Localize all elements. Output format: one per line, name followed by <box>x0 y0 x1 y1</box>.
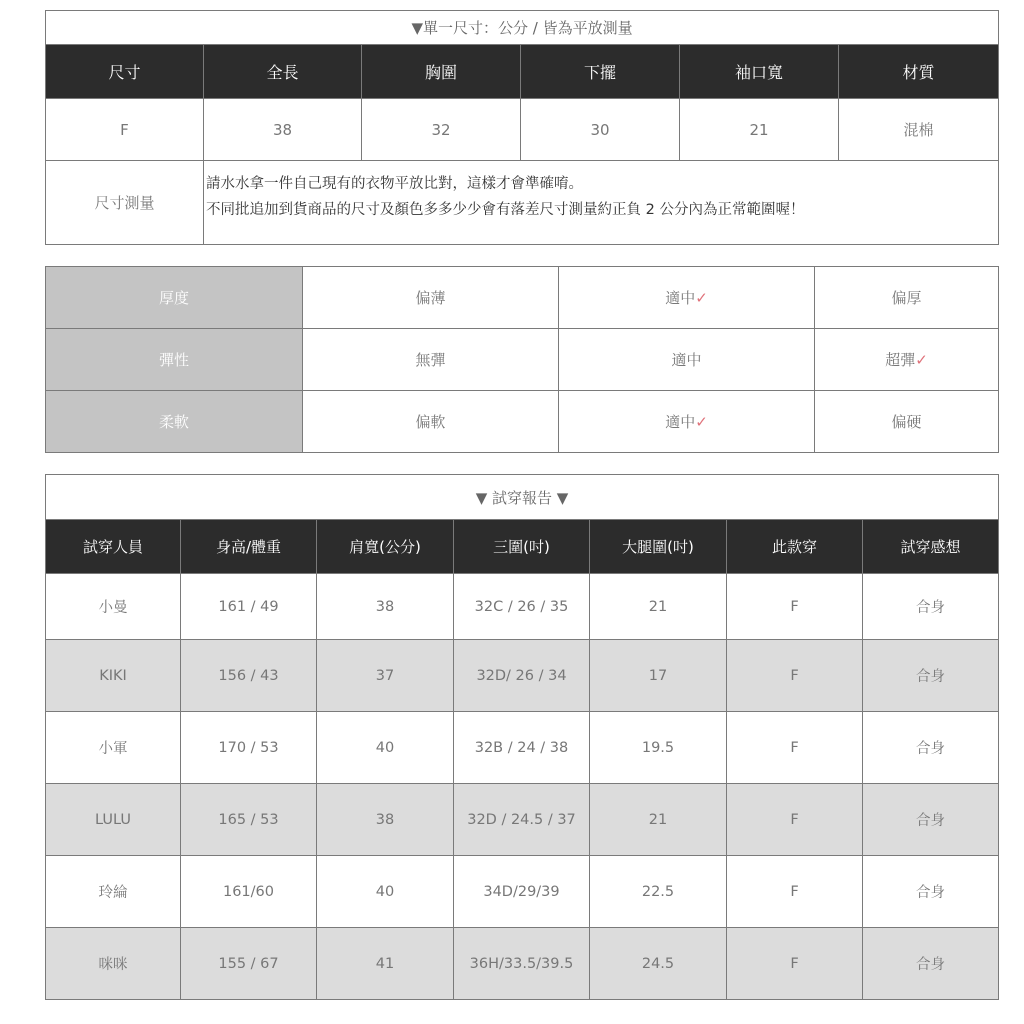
size-header-row <box>46 45 999 99</box>
value-cuff: 21 <box>680 99 839 161</box>
fabric-row-elasticity <box>46 329 999 391</box>
fabric-row-thickness <box>46 267 999 329</box>
header-thigh: 大腿圍(吋) <box>590 520 727 574</box>
tryon-header-row <box>46 520 999 574</box>
header-hem: 下擺 <box>521 45 680 99</box>
height-weight-cell: 161/60 <box>181 856 317 928</box>
header-height-weight: 身高/體重 <box>181 520 317 574</box>
value-chest: 32 <box>362 99 521 161</box>
header-chest: 胸圍 <box>362 45 521 99</box>
table-row <box>46 640 999 712</box>
feedback-cell: 合身 <box>863 574 999 640</box>
height-weight-cell: 156 / 43 <box>181 640 317 712</box>
measurements-cell: 32D/ 26 / 34 <box>454 640 590 712</box>
fabric-option: 適中✓ <box>559 391 815 453</box>
shoulder-width-cell: 41 <box>317 928 454 1000</box>
height-weight-cell: 161 / 49 <box>181 574 317 640</box>
shoulder-width-cell: 40 <box>317 712 454 784</box>
attr-thickness: 厚度 <box>46 267 303 329</box>
check-mark-icon: ✓ <box>695 413 708 431</box>
size-worn-cell: F <box>727 784 863 856</box>
measurements-cell: 32B / 24 / 38 <box>454 712 590 784</box>
shoulder-width-cell: 38 <box>317 784 454 856</box>
thigh-cell: 19.5 <box>590 712 727 784</box>
attr-softness: 柔軟 <box>46 391 303 453</box>
tester-name-cell: LULU <box>46 784 181 856</box>
table-row <box>46 856 999 928</box>
thigh-cell: 22.5 <box>590 856 727 928</box>
fabric-option: 偏厚 <box>815 267 999 329</box>
value-size: F <box>46 99 204 161</box>
height-weight-cell: 155 / 67 <box>181 928 317 1000</box>
header-feedback: 試穿感想 <box>863 520 999 574</box>
tester-name-cell: KIKI <box>46 640 181 712</box>
tester-name-cell: 小曼 <box>46 574 181 640</box>
shoulder-width-cell: 40 <box>317 856 454 928</box>
size-worn-cell: F <box>727 574 863 640</box>
thigh-cell: 17 <box>590 640 727 712</box>
header-cuff: 袖口寬 <box>680 45 839 99</box>
size-worn-cell: F <box>727 640 863 712</box>
tester-name-cell: 玲綸 <box>46 856 181 928</box>
fabric-option: 偏薄 <box>303 267 559 329</box>
fabric-row-softness <box>46 391 999 453</box>
size-note-row <box>46 161 999 245</box>
thigh-cell: 21 <box>590 574 727 640</box>
thigh-cell: 21 <box>590 784 727 856</box>
tester-name-cell: 咪咪 <box>46 928 181 1000</box>
check-mark-icon: ✓ <box>695 289 708 307</box>
tryon-caption: ▼ 試穿報告 ▼ <box>46 475 999 520</box>
table-row <box>46 574 999 640</box>
fabric-option: 適中 <box>559 329 815 391</box>
note-line-1: 請水水拿一件自己現有的衣物平放比對，這樣才會準確唷。 <box>206 176 583 192</box>
size-table-caption: ▼單一尺寸：公分 / 皆為平放測量 <box>46 11 999 45</box>
fabric-option: 偏硬 <box>815 391 999 453</box>
table-row <box>46 784 999 856</box>
header-measurements: 三圍(吋) <box>454 520 590 574</box>
measurements-cell: 32C / 26 / 35 <box>454 574 590 640</box>
measurements-cell: 34D/29/39 <box>454 856 590 928</box>
measurements-cell: 32D / 24.5 / 37 <box>454 784 590 856</box>
fabric-option: 適中✓ <box>559 267 815 329</box>
feedback-cell: 合身 <box>863 712 999 784</box>
shoulder-width-cell: 37 <box>317 640 454 712</box>
size-value-row <box>46 99 999 161</box>
table-row <box>46 712 999 784</box>
fabric-table <box>45 266 999 453</box>
fabric-option: 超彈✓ <box>815 329 999 391</box>
header-size-worn: 此款穿 <box>727 520 863 574</box>
note-text <box>204 161 999 245</box>
check-mark-icon: ✓ <box>915 351 928 369</box>
header-tester: 試穿人員 <box>46 520 181 574</box>
header-length: 全長 <box>204 45 362 99</box>
feedback-cell: 合身 <box>863 784 999 856</box>
size-worn-cell: F <box>727 712 863 784</box>
fabric-option: 無彈 <box>303 329 559 391</box>
attr-elasticity: 彈性 <box>46 329 303 391</box>
value-hem: 30 <box>521 99 680 161</box>
size-worn-cell: F <box>727 856 863 928</box>
tester-name-cell: 小軍 <box>46 712 181 784</box>
size-table <box>45 10 999 245</box>
tryon-report-table <box>45 474 999 1000</box>
height-weight-cell: 170 / 53 <box>181 712 317 784</box>
fabric-option: 偏軟 <box>303 391 559 453</box>
header-shoulder: 肩寬(公分) <box>317 520 454 574</box>
thigh-cell: 24.5 <box>590 928 727 1000</box>
size-worn-cell: F <box>727 928 863 1000</box>
table-row <box>46 928 999 1000</box>
tryon-body <box>46 574 999 1000</box>
feedback-cell: 合身 <box>863 856 999 928</box>
height-weight-cell: 165 / 53 <box>181 784 317 856</box>
header-material: 材質 <box>839 45 999 99</box>
value-length: 38 <box>204 99 362 161</box>
note-line-2: 不同批追加到貨商品的尺寸及顏色多多少少會有落差尺寸測量約正負 2 公分內為正常範圍喔！ <box>206 202 805 218</box>
feedback-cell: 合身 <box>863 928 999 1000</box>
shoulder-width-cell: 38 <box>317 574 454 640</box>
value-material: 混棉 <box>839 99 999 161</box>
feedback-cell: 合身 <box>863 640 999 712</box>
note-label: 尺寸測量 <box>46 161 204 245</box>
measurements-cell: 36H/33.5/39.5 <box>454 928 590 1000</box>
header-size: 尺寸 <box>46 45 204 99</box>
